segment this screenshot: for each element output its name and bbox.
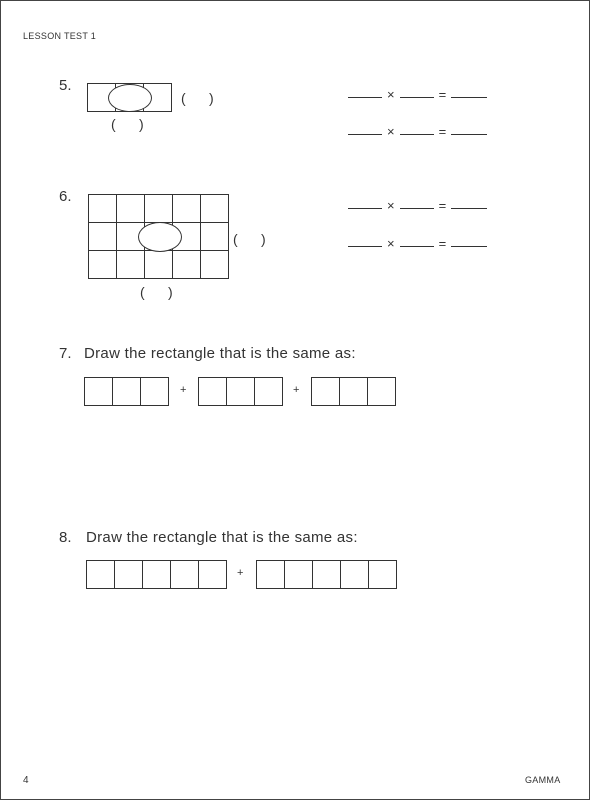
grid-cell (145, 195, 173, 223)
grid-cell (117, 251, 145, 279)
grid-cell (285, 561, 313, 589)
equals-sign: = (438, 236, 447, 251)
grid-cell (173, 195, 201, 223)
grid-cell (115, 561, 143, 589)
page-header: LESSON TEST 1 (23, 31, 97, 41)
question-5-side-parens: ( ) (181, 90, 214, 106)
grid-cell (113, 378, 141, 406)
grid-cell (340, 378, 368, 406)
answer-blank[interactable] (451, 245, 487, 247)
grid-cell (173, 251, 201, 279)
grid-cell (257, 561, 285, 589)
times-sign: × (387, 124, 395, 139)
question-7-rectangle-2 (198, 377, 283, 406)
answer-blank[interactable] (348, 133, 382, 135)
equals-sign: = (438, 198, 447, 213)
answer-blank[interactable] (400, 96, 434, 98)
question-8-rectangle-1 (86, 560, 227, 589)
answer-blank[interactable] (451, 133, 487, 135)
plus-sign: + (237, 567, 244, 579)
answer-blank[interactable] (400, 207, 434, 209)
grid-cell (85, 378, 113, 406)
grid-cell (141, 378, 169, 406)
answer-blank[interactable] (348, 96, 382, 98)
question-6-number: 6. (59, 188, 72, 205)
grid-cell (89, 195, 117, 223)
equals-sign: = (438, 87, 447, 102)
question-6-bottom-parens: ( ) (140, 284, 173, 300)
question-7-rectangle-1 (84, 377, 169, 406)
question-5-equation-2 (348, 122, 487, 139)
page-number: 4 (23, 775, 29, 786)
question-8-number: 8. (59, 529, 72, 546)
question-6-equation-2 (348, 234, 487, 251)
grid-cell (89, 251, 117, 279)
grid-cell (368, 378, 396, 406)
question-7-number: 7. (59, 345, 72, 362)
grid-cell (171, 561, 199, 589)
answer-blank[interactable] (451, 207, 487, 209)
grid-cell (255, 378, 283, 406)
answer-blank[interactable] (348, 245, 382, 247)
question-5-number: 5. (59, 77, 72, 94)
answer-blank[interactable] (348, 207, 382, 209)
grid-cell (87, 561, 115, 589)
grid-cell (227, 378, 255, 406)
grid-cell (369, 561, 397, 589)
question-8-rectangle-2 (256, 560, 397, 589)
grid-cell (199, 378, 227, 406)
question-6-oval (138, 222, 182, 252)
grid-cell (201, 195, 229, 223)
answer-blank[interactable] (400, 133, 434, 135)
plus-sign: + (180, 384, 187, 396)
equals-sign: = (438, 124, 447, 139)
grid-cell (341, 561, 369, 589)
grid-cell (199, 561, 227, 589)
question-8-prompt: Draw the rectangle that is the same as: (86, 529, 358, 546)
times-sign: × (387, 87, 395, 102)
grid-cell (201, 223, 229, 251)
question-7-prompt: Draw the rectangle that is the same as: (84, 345, 356, 362)
plus-sign: + (293, 384, 300, 396)
grid-cell (89, 223, 117, 251)
series-name: GAMMA (525, 775, 561, 785)
question-5-oval (108, 84, 152, 112)
grid-cell (117, 195, 145, 223)
question-6-side-parens: ( ) (233, 231, 266, 247)
question-7-rectangle-3 (311, 377, 396, 406)
grid-cell (312, 378, 340, 406)
question-6-equation-1 (348, 196, 487, 213)
grid-cell (145, 251, 173, 279)
grid-cell (313, 561, 341, 589)
grid-cell (143, 561, 171, 589)
times-sign: × (387, 236, 395, 251)
question-5-bottom-parens: ( ) (111, 116, 144, 132)
grid-cell (201, 251, 229, 279)
times-sign: × (387, 198, 395, 213)
answer-blank[interactable] (451, 96, 487, 98)
question-5-equation-1 (348, 85, 487, 102)
answer-blank[interactable] (400, 245, 434, 247)
